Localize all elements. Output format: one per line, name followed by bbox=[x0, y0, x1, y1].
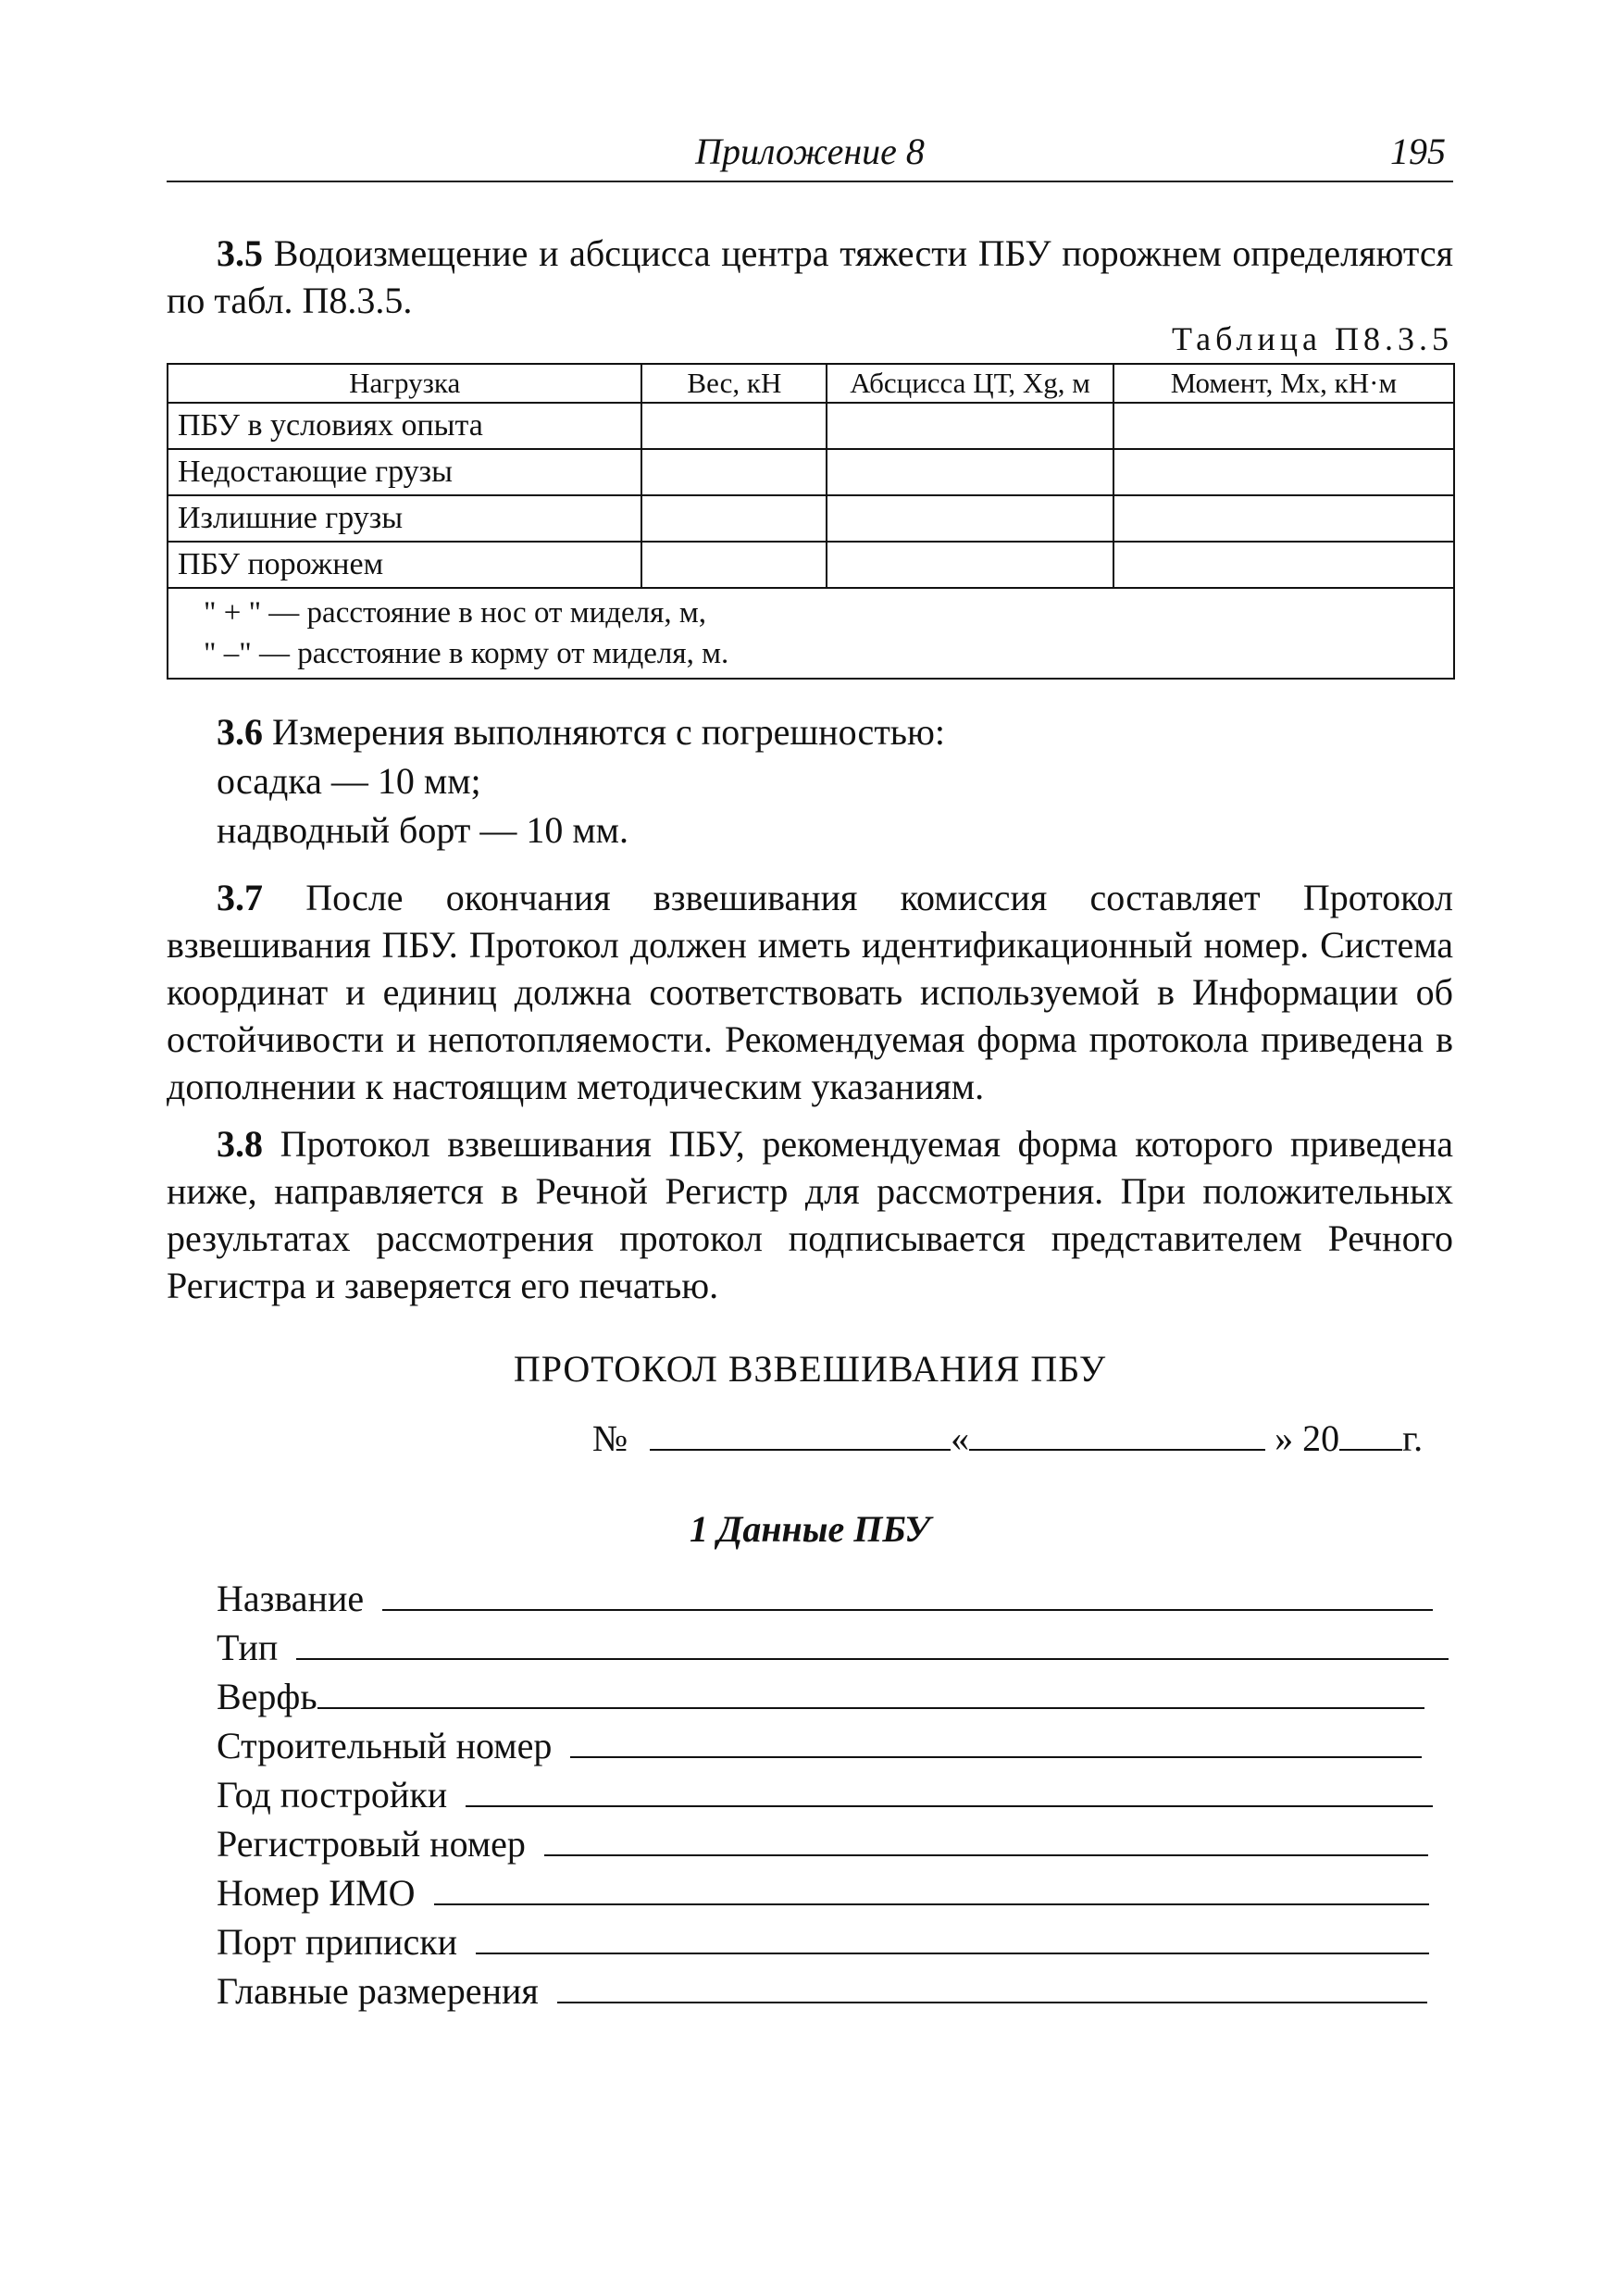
protocol-title: ПРОТОКОЛ ВЗВЕШИВАНИЯ ПБУ bbox=[513, 1348, 1107, 1390]
row-label: ПБУ порожнем bbox=[168, 542, 641, 588]
field-label: Год постройки bbox=[217, 1774, 448, 1816]
table-cell bbox=[827, 449, 1113, 495]
header-moment: Момент, Mx, кН·м bbox=[1113, 364, 1454, 403]
field-type bbox=[217, 1625, 1449, 1671]
table-row bbox=[168, 403, 1454, 449]
field-blank[interactable] bbox=[476, 1925, 1429, 1954]
field-name bbox=[217, 1576, 1433, 1622]
page-number: 195 bbox=[1390, 131, 1446, 172]
header-weight: Вес, кН bbox=[641, 364, 827, 403]
field-shipyard bbox=[217, 1674, 1424, 1720]
paragraph-text: Протокол взвешивания ПБУ, рекомендуемая форма которого приведена ниже, направляется в Речной Регистр для рассмотрения. При положительных результатах рассмотрения протокол подписывается представителем Речного Регистра и заверяется его печатью. bbox=[167, 1123, 1453, 1306]
field-blank[interactable] bbox=[557, 1974, 1427, 2003]
field-main-dimensions bbox=[217, 1968, 1427, 2015]
field-label: Верфь bbox=[217, 1676, 317, 1717]
quote-open: « bbox=[951, 1417, 970, 1459]
field-blank[interactable] bbox=[382, 1581, 1433, 1611]
table-note-row bbox=[168, 588, 1454, 679]
field-label: Номер ИМО bbox=[217, 1872, 416, 1914]
table-note bbox=[168, 588, 1454, 679]
date-blank[interactable] bbox=[969, 1423, 1265, 1451]
weights-table bbox=[167, 363, 1455, 680]
field-label: Тип bbox=[217, 1627, 279, 1668]
field-label: Строительный номер bbox=[217, 1725, 553, 1766]
field-blank[interactable] bbox=[544, 1827, 1428, 1856]
row-label: ПБУ в условиях опыта bbox=[168, 403, 641, 449]
field-blank[interactable] bbox=[434, 1876, 1429, 1905]
quote-close: » bbox=[1275, 1417, 1294, 1459]
table-cell bbox=[1113, 495, 1454, 542]
paragraph-3-5 bbox=[167, 230, 1453, 324]
table-cell bbox=[827, 495, 1113, 542]
paragraph-3-6 bbox=[167, 708, 1453, 755]
protocol-number-blank[interactable] bbox=[650, 1423, 951, 1451]
running-title: Приложение 8 bbox=[695, 131, 925, 172]
header-load: Нагрузка bbox=[168, 364, 641, 403]
table-header-row bbox=[168, 364, 1454, 403]
field-hull-number bbox=[217, 1723, 1422, 1769]
page-header bbox=[167, 130, 1453, 182]
field-label: Регистровый номер bbox=[217, 1823, 526, 1865]
paragraph-text: После окончания взвешивания комиссия составляет Протокол взвешивания ПБУ. Протокол должен иметь идентификационный номер. Система координат и единиц должна соответствовать используемой в Информации об остойчивости и непотопляемости. Рекомендуемая форма протокола приведена в дополнении к настоящим методическим указаниям. bbox=[167, 877, 1453, 1107]
field-build-year bbox=[217, 1772, 1433, 1818]
paragraph-3-7 bbox=[167, 874, 1453, 1110]
field-register-number bbox=[217, 1821, 1428, 1867]
table-cell bbox=[641, 495, 827, 542]
clause-number: 3.5 bbox=[217, 232, 263, 274]
paragraph-text: Водоизмещение и абсцисса центра тяжести ПБУ порожнем определяются по табл. П8.3.5. bbox=[167, 232, 1453, 321]
field-blank[interactable] bbox=[570, 1728, 1422, 1758]
table-row bbox=[168, 542, 1454, 588]
year-suffix: г. bbox=[1402, 1417, 1424, 1459]
field-label: Порт приписки bbox=[217, 1921, 458, 1963]
tolerance-freeboard: надводный борт — 10 мм. bbox=[217, 809, 628, 851]
field-blank[interactable] bbox=[317, 1679, 1424, 1709]
tolerance-draft: осадка — 10 мм; bbox=[217, 760, 481, 802]
year-prefix: 20 bbox=[1302, 1417, 1340, 1459]
table-cell bbox=[1113, 542, 1454, 588]
number-sign: № bbox=[592, 1417, 628, 1459]
table-row bbox=[168, 495, 1454, 542]
note-line-stern: " –" — расстояние в корму от миделя, м. bbox=[204, 637, 729, 670]
table-cell bbox=[641, 449, 827, 495]
paragraph-3-8 bbox=[167, 1120, 1453, 1309]
header-abscissa: Абсцисса ЦТ, Xg, м bbox=[827, 364, 1113, 403]
field-blank[interactable] bbox=[466, 1778, 1433, 1807]
field-label: Название bbox=[217, 1578, 365, 1619]
row-label: Недостающие грузы bbox=[168, 449, 641, 495]
row-label: Излишние грузы bbox=[168, 495, 641, 542]
table-cell bbox=[1113, 449, 1454, 495]
table-cell bbox=[827, 542, 1113, 588]
table-cell bbox=[1113, 403, 1454, 449]
clause-number: 3.7 bbox=[217, 877, 263, 918]
section-title: 1 Данные ПБУ bbox=[690, 1508, 930, 1550]
paragraph-text: Измерения выполняются с погрешностью: bbox=[272, 711, 946, 753]
field-imo-number bbox=[217, 1870, 1429, 1916]
clause-number: 3.6 bbox=[217, 711, 263, 753]
field-home-port bbox=[217, 1919, 1429, 1965]
year-blank[interactable] bbox=[1339, 1423, 1402, 1451]
protocol-number-line bbox=[592, 1416, 1423, 1460]
table-caption: Таблица П8.3.5 bbox=[1172, 320, 1453, 357]
field-label: Главные размерения bbox=[217, 1970, 539, 2012]
table-cell bbox=[641, 542, 827, 588]
clause-number: 3.8 bbox=[217, 1123, 263, 1165]
note-line-bow: " + " — расстояние в нос от миделя, м, bbox=[204, 596, 706, 630]
table-cell bbox=[641, 403, 827, 449]
table-cell bbox=[827, 403, 1113, 449]
table-row bbox=[168, 449, 1454, 495]
field-blank[interactable] bbox=[296, 1630, 1449, 1660]
